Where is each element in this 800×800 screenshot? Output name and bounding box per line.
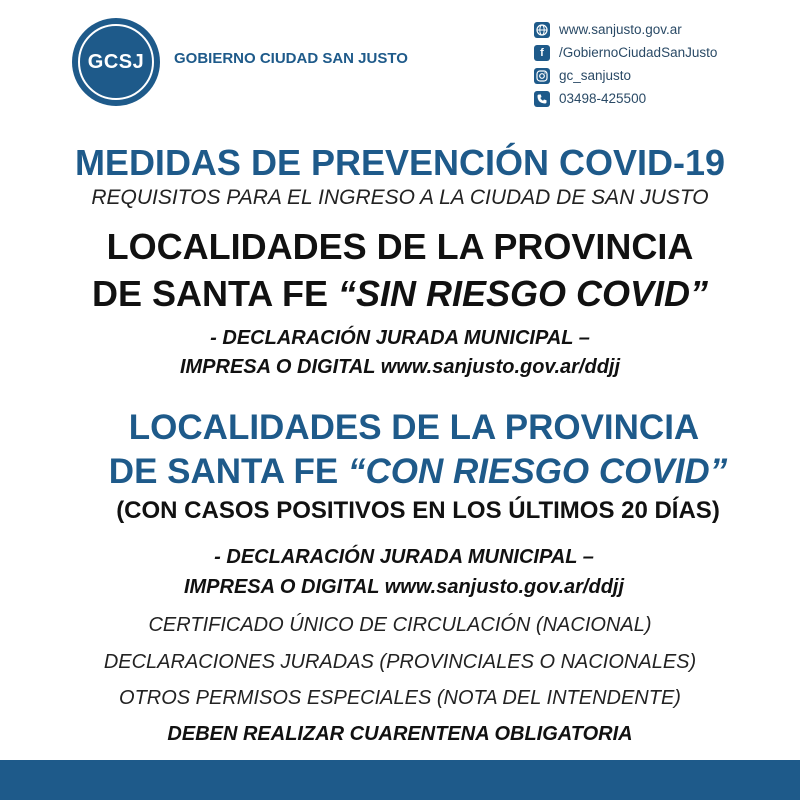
contact-phone[interactable] xyxy=(534,87,774,110)
gcsj-logo xyxy=(72,18,160,106)
con-riesgo-heading-prefix: DE SANTA FE xyxy=(108,452,348,491)
phone-icon xyxy=(534,91,550,107)
con-riesgo-quarantine-notice: DEBEN REALIZAR CUARENTENA OBLIGATORIA xyxy=(167,723,633,745)
website-text: www.sanjusto.gov.ar xyxy=(559,22,682,37)
sin-riesgo-heading-emphasis: “SIN RIESGO COVID” xyxy=(337,273,709,314)
contact-list xyxy=(534,18,774,110)
con-riesgo-condition: (CON CASOS POSITIVOS EN LOS ÚLTIMOS 20 DÍAS) xyxy=(116,497,720,524)
con-riesgo-heading-emphasis: “CON RIESGO COVID” xyxy=(347,452,728,491)
globe-icon xyxy=(534,22,550,38)
instagram-text: gc_sanjusto xyxy=(559,68,632,83)
org-name: GOBIERNO CIUDAD SAN JUSTO xyxy=(174,50,408,67)
page-subtitle: REQUISITOS PARA EL INGRESO A LA CIUDAD DE SAN JUSTO xyxy=(91,186,709,209)
sin-riesgo-heading-prefix: DE SANTA FE xyxy=(91,273,338,314)
logo-ring xyxy=(78,24,154,100)
logo-text: GCSJ xyxy=(87,50,145,73)
con-riesgo-heading-line1: LOCALIDADES DE LA PROVINCIA xyxy=(128,408,700,447)
sin-riesgo-heading-line1: LOCALIDADES DE LA PROVINCIA xyxy=(106,226,694,267)
con-riesgo-requirement-3: CERTIFICADO ÚNICO DE CIRCULACIÓN (NACIONAL) xyxy=(148,614,652,636)
contact-instagram[interactable] xyxy=(534,64,774,87)
page-title: MEDIDAS DE PREVENCIÓN COVID-19 xyxy=(74,142,726,183)
facebook-text: /GobiernoCiudadSanJusto xyxy=(559,45,718,60)
footer-bar xyxy=(0,760,800,800)
con-riesgo-requirement-1: - DECLARACIÓN JURADA MUNICIPAL – xyxy=(214,546,594,568)
contact-website[interactable] xyxy=(534,18,774,41)
con-riesgo-requirement-4: DECLARACIONES JURADAS (PROVINCIALES O NACIONALES) xyxy=(103,651,697,673)
instagram-icon xyxy=(534,68,550,84)
con-riesgo-heading-line2 xyxy=(18,452,800,492)
sin-riesgo-requirement-1: - DECLARACIÓN JURADA MUNICIPAL – xyxy=(210,327,590,349)
phone-text: 03498-425500 xyxy=(559,91,647,106)
contact-facebook[interactable] xyxy=(534,41,774,64)
con-riesgo-requirement-2: IMPRESA O DIGITAL www.sanjusto.gov.ar/ddjj xyxy=(183,576,625,598)
sin-riesgo-requirement-2: IMPRESA O DIGITAL www.sanjusto.gov.ar/ddjj xyxy=(179,356,621,378)
facebook-icon: f xyxy=(534,45,550,61)
con-riesgo-requirement-5: OTROS PERMISOS ESPECIALES (NOTA DEL INTENDENTE) xyxy=(119,687,681,709)
sin-riesgo-heading-line2 xyxy=(0,273,800,315)
